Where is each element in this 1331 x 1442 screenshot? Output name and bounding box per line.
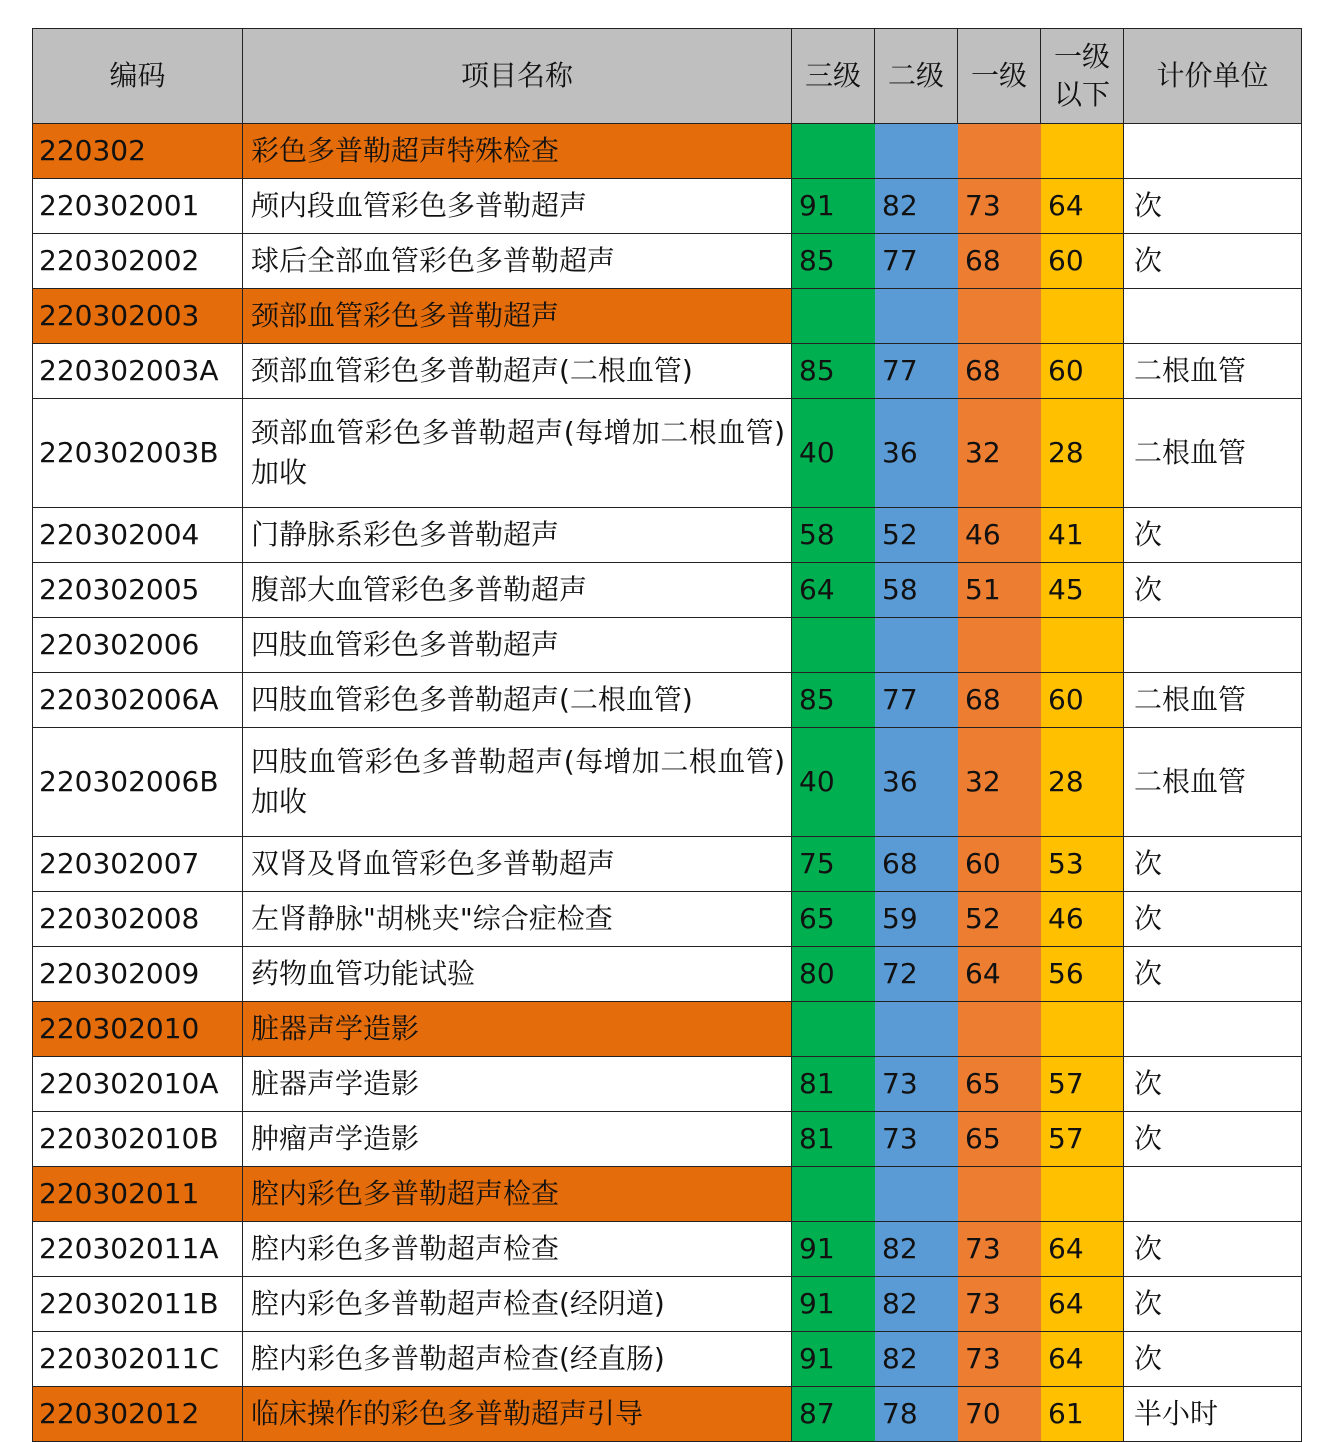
below-level1-price: 57: [1041, 1112, 1124, 1167]
table-row: [33, 728, 1302, 837]
level1-price: [958, 124, 1041, 179]
unit-cell: 二根血管: [1124, 344, 1302, 399]
table-row: [33, 508, 1302, 563]
level2-price: 77: [875, 344, 958, 399]
table-row: [33, 179, 1302, 234]
level3-price: 58: [792, 508, 875, 563]
table-row: [33, 563, 1302, 618]
code-cell: 220302011B: [33, 1277, 243, 1332]
level2-price: 52: [875, 508, 958, 563]
name-cell: 脏器声学造影: [243, 1002, 792, 1057]
level3-price: 81: [792, 1057, 875, 1112]
code-cell: 220302009: [33, 947, 243, 1002]
name-cell: 颈部血管彩色多普勒超声: [243, 289, 792, 344]
unit-cell: 二根血管: [1124, 399, 1302, 508]
code-cell: 220302011A: [33, 1222, 243, 1277]
below-level1-price: 53: [1041, 837, 1124, 892]
code-cell: 220302: [33, 124, 243, 179]
name-cell: 四肢血管彩色多普勒超声(每增加二根血管)加收: [243, 728, 792, 837]
below-level1-price: 64: [1041, 1277, 1124, 1332]
header-level1: 一级: [958, 29, 1041, 124]
level1-price: [958, 289, 1041, 344]
below-level1-price: 46: [1041, 892, 1124, 947]
level2-price: 78: [875, 1387, 958, 1442]
section-row: [33, 124, 1302, 179]
name-cell: 球后全部血管彩色多普勒超声: [243, 234, 792, 289]
level2-price: 36: [875, 399, 958, 508]
level1-price: 70: [958, 1387, 1041, 1442]
level2-price: 36: [875, 728, 958, 837]
table-row: [33, 947, 1302, 1002]
unit-cell: [1124, 1002, 1302, 1057]
code-cell: 220302011: [33, 1167, 243, 1222]
level2-price: 82: [875, 1222, 958, 1277]
header-below-level1-line1: 一级: [1053, 40, 1110, 73]
unit-cell: 次: [1124, 892, 1302, 947]
level3-price: [792, 1167, 875, 1222]
code-cell: 220302003: [33, 289, 243, 344]
name-cell: 门静脉系彩色多普勒超声: [243, 508, 792, 563]
code-cell: 220302007: [33, 837, 243, 892]
below-level1-price: 64: [1041, 1332, 1124, 1387]
header-level2: 二级: [875, 29, 958, 124]
below-level1-price: [1041, 1002, 1124, 1057]
code-cell: 220302010B: [33, 1112, 243, 1167]
unit-cell: 二根血管: [1124, 728, 1302, 837]
below-level1-price: [1041, 289, 1124, 344]
table-body: [33, 124, 1302, 1442]
level2-price: [875, 618, 958, 673]
level2-price: 73: [875, 1057, 958, 1112]
unit-cell: 次: [1124, 837, 1302, 892]
below-level1-price: 60: [1041, 344, 1124, 399]
below-level1-price: 45: [1041, 563, 1124, 618]
unit-cell: 半小时: [1124, 1387, 1302, 1442]
level1-price: 65: [958, 1057, 1041, 1112]
below-level1-price: 64: [1041, 1222, 1124, 1277]
code-cell: 220302002: [33, 234, 243, 289]
level2-price: 82: [875, 179, 958, 234]
unit-cell: [1124, 1167, 1302, 1222]
section-row: [33, 1002, 1302, 1057]
level1-price: 73: [958, 1277, 1041, 1332]
level2-price: 59: [875, 892, 958, 947]
name-cell: 药物血管功能试验: [243, 947, 792, 1002]
header-row: [33, 29, 1302, 124]
unit-cell: 次: [1124, 1277, 1302, 1332]
code-cell: 220302010: [33, 1002, 243, 1057]
level1-price: 64: [958, 947, 1041, 1002]
header-below-level1: [1041, 29, 1124, 124]
level2-price: [875, 1167, 958, 1222]
level1-price: 73: [958, 1332, 1041, 1387]
level3-price: [792, 618, 875, 673]
level1-price: 73: [958, 1222, 1041, 1277]
unit-cell: [1124, 124, 1302, 179]
unit-cell: 次: [1124, 1112, 1302, 1167]
unit-cell: 次: [1124, 508, 1302, 563]
level3-price: 85: [792, 234, 875, 289]
code-cell: 220302006B: [33, 728, 243, 837]
name-cell: 腹部大血管彩色多普勒超声: [243, 563, 792, 618]
unit-cell: 次: [1124, 947, 1302, 1002]
level3-price: 91: [792, 1277, 875, 1332]
table-row: [33, 837, 1302, 892]
section-row: [33, 289, 1302, 344]
level1-price: 68: [958, 673, 1041, 728]
name-cell: 双肾及肾血管彩色多普勒超声: [243, 837, 792, 892]
level3-price: 81: [792, 1112, 875, 1167]
level3-price: [792, 1002, 875, 1057]
unit-cell: 次: [1124, 1057, 1302, 1112]
level1-price: [958, 1167, 1041, 1222]
code-cell: 220302001: [33, 179, 243, 234]
name-cell: 左肾静脉"胡桃夹"综合症检查: [243, 892, 792, 947]
price-table: [32, 28, 1302, 1442]
level3-price: 85: [792, 344, 875, 399]
name-cell: 颈部血管彩色多普勒超声(二根血管): [243, 344, 792, 399]
header-level3: 三级: [792, 29, 875, 124]
unit-cell: 次: [1124, 234, 1302, 289]
table-row: [33, 1277, 1302, 1332]
level2-price: 73: [875, 1112, 958, 1167]
level2-price: 58: [875, 563, 958, 618]
name-cell: 腔内彩色多普勒超声检查: [243, 1167, 792, 1222]
name-cell: 四肢血管彩色多普勒超声: [243, 618, 792, 673]
code-cell: 220302008: [33, 892, 243, 947]
below-level1-price: [1041, 1167, 1124, 1222]
header-below-level1-line2: 以下: [1053, 78, 1110, 111]
below-level1-price: 57: [1041, 1057, 1124, 1112]
name-cell: 腔内彩色多普勒超声检查: [243, 1222, 792, 1277]
name-cell: 腔内彩色多普勒超声检查(经阴道): [243, 1277, 792, 1332]
unit-cell: 次: [1124, 563, 1302, 618]
level2-price: 77: [875, 234, 958, 289]
code-cell: 220302011C: [33, 1332, 243, 1387]
unit-cell: 二根血管: [1124, 673, 1302, 728]
name-cell: 颅内段血管彩色多普勒超声: [243, 179, 792, 234]
level1-price: 68: [958, 344, 1041, 399]
name-cell: 颈部血管彩色多普勒超声(每增加二根血管)加收: [243, 399, 792, 508]
table-row: [33, 1057, 1302, 1112]
code-cell: 220302006: [33, 618, 243, 673]
below-level1-price: [1041, 618, 1124, 673]
unit-cell: 次: [1124, 1332, 1302, 1387]
level1-price: 51: [958, 563, 1041, 618]
code-cell: 220302004: [33, 508, 243, 563]
level2-price: 77: [875, 673, 958, 728]
level3-price: 85: [792, 673, 875, 728]
unit-cell: [1124, 289, 1302, 344]
level1-price: 65: [958, 1112, 1041, 1167]
name-cell: 肿瘤声学造影: [243, 1112, 792, 1167]
table-row: [33, 344, 1302, 399]
below-level1-price: 64: [1041, 179, 1124, 234]
below-level1-price: 60: [1041, 234, 1124, 289]
level2-price: 82: [875, 1277, 958, 1332]
level3-price: 91: [792, 179, 875, 234]
below-level1-price: 41: [1041, 508, 1124, 563]
level1-price: 52: [958, 892, 1041, 947]
header-name: 项目名称: [243, 29, 792, 124]
level1-price: 68: [958, 234, 1041, 289]
level3-price: 64: [792, 563, 875, 618]
table-row: [33, 1112, 1302, 1167]
level3-price: [792, 124, 875, 179]
section-row: [33, 1167, 1302, 1222]
name-cell: 四肢血管彩色多普勒超声(二根血管): [243, 673, 792, 728]
level3-price: 91: [792, 1332, 875, 1387]
level3-price: 87: [792, 1387, 875, 1442]
level1-price: 32: [958, 728, 1041, 837]
level3-price: 91: [792, 1222, 875, 1277]
code-cell: 220302010A: [33, 1057, 243, 1112]
name-cell: 脏器声学造影: [243, 1057, 792, 1112]
header-code: 编码: [33, 29, 243, 124]
below-level1-price: 28: [1041, 399, 1124, 508]
name-cell: 临床操作的彩色多普勒超声引导: [243, 1387, 792, 1442]
header-unit: 计价单位: [1124, 29, 1302, 124]
level3-price: 40: [792, 728, 875, 837]
level2-price: [875, 1002, 958, 1057]
table-row: [33, 618, 1302, 673]
level3-price: 40: [792, 399, 875, 508]
level2-price: 68: [875, 837, 958, 892]
level1-price: [958, 1002, 1041, 1057]
table-row: [33, 892, 1302, 947]
below-level1-price: [1041, 124, 1124, 179]
unit-cell: [1124, 618, 1302, 673]
level3-price: 80: [792, 947, 875, 1002]
below-level1-price: 56: [1041, 947, 1124, 1002]
level2-price: 82: [875, 1332, 958, 1387]
level1-price: [958, 618, 1041, 673]
table-row: [33, 1332, 1302, 1387]
table-row: [33, 673, 1302, 728]
section-row: [33, 1387, 1302, 1442]
code-cell: 220302003A: [33, 344, 243, 399]
level1-price: 32: [958, 399, 1041, 508]
table-row: [33, 1222, 1302, 1277]
level3-price: [792, 289, 875, 344]
code-cell: 220302005: [33, 563, 243, 618]
name-cell: 腔内彩色多普勒超声检查(经直肠): [243, 1332, 792, 1387]
unit-cell: 次: [1124, 179, 1302, 234]
unit-cell: 次: [1124, 1222, 1302, 1277]
level2-price: 72: [875, 947, 958, 1002]
table-row: [33, 399, 1302, 508]
level2-price: [875, 289, 958, 344]
level1-price: 73: [958, 179, 1041, 234]
level1-price: 46: [958, 508, 1041, 563]
below-level1-price: 60: [1041, 673, 1124, 728]
code-cell: 220302012: [33, 1387, 243, 1442]
below-level1-price: 28: [1041, 728, 1124, 837]
name-cell: 彩色多普勒超声特殊检查: [243, 124, 792, 179]
table-row: [33, 234, 1302, 289]
level2-price: [875, 124, 958, 179]
level1-price: 60: [958, 837, 1041, 892]
level3-price: 65: [792, 892, 875, 947]
level3-price: 75: [792, 837, 875, 892]
code-cell: 220302003B: [33, 399, 243, 508]
code-cell: 220302006A: [33, 673, 243, 728]
below-level1-price: 61: [1041, 1387, 1124, 1442]
